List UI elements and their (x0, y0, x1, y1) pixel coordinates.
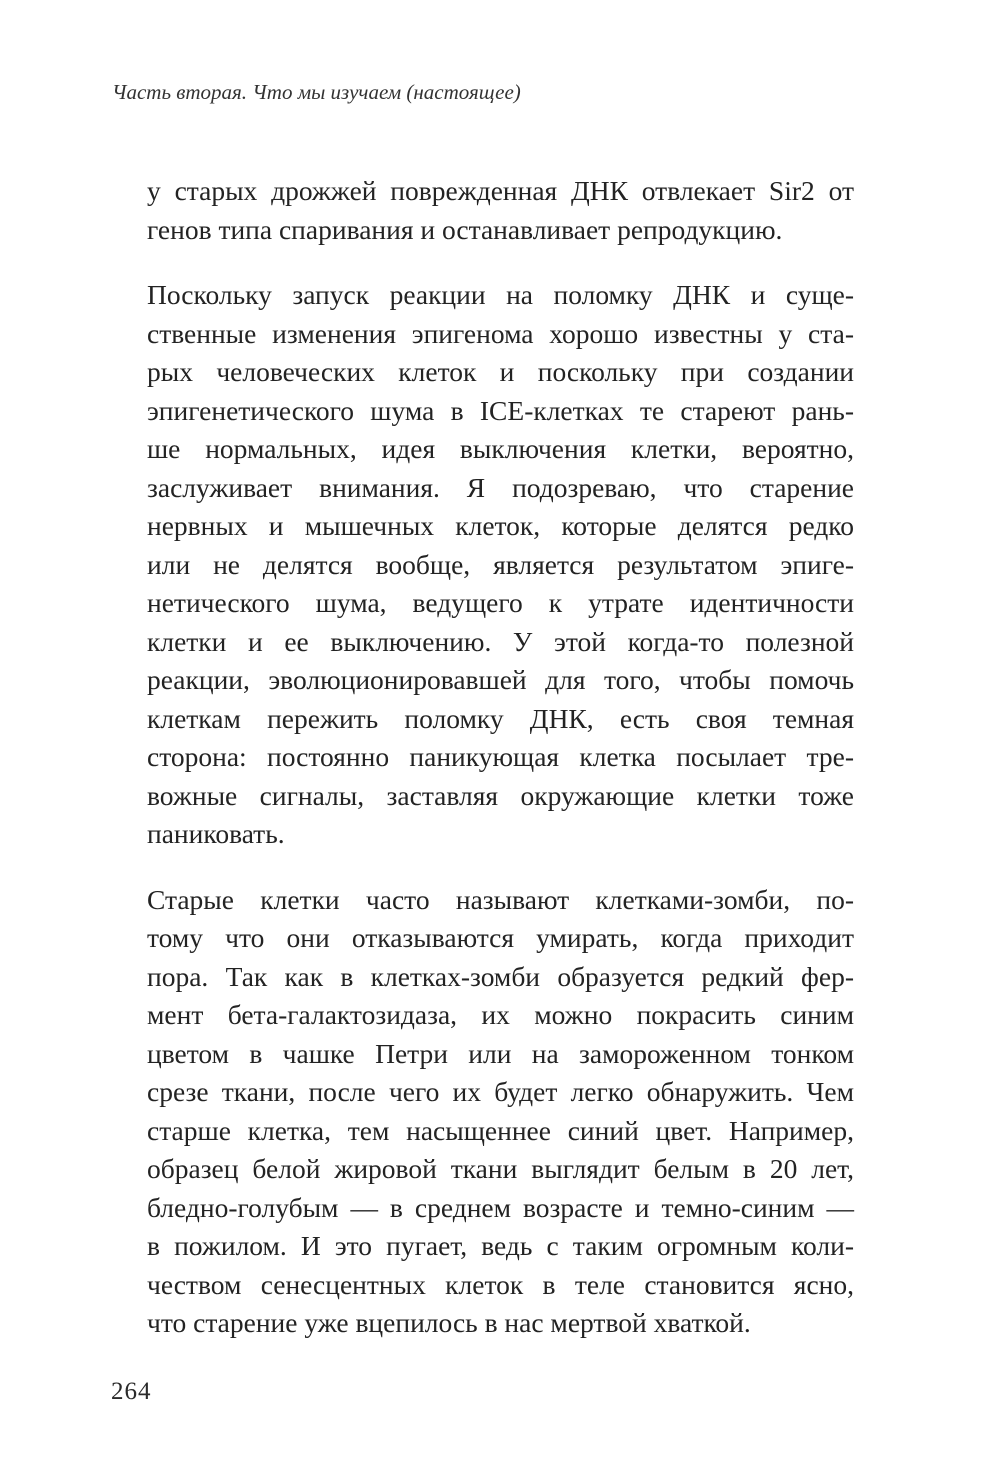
page-number: 264 (111, 1378, 152, 1405)
text-line: у старых дрожжей поврежденная ДНК отвлекает Sir2 от (147, 175, 854, 206)
text-line: паниковать. (147, 818, 285, 849)
text-line: старше клетка, тем насыщеннее синий цвет. Например, (147, 1114, 854, 1146)
text-line: образец белой жировой ткани выглядит белым в 20 лет, (147, 1153, 854, 1184)
text-line: нервных и мышечных клеток, которые делятся редко (147, 510, 854, 541)
text-line: реакции, эволюционировавшей для того, чтобы помочь (147, 664, 854, 695)
paragraph-1 (147, 172, 854, 249)
text-line: тому что они отказываются умирать, когда приходит (147, 922, 854, 953)
text-line: цветом в чашке Петри или на замороженном тонком (147, 1037, 854, 1069)
text-line: заслуживает внимания. Я подозреваю, что старение (147, 471, 854, 503)
text-line: нетического шума, ведущего к утрате идентичности (147, 587, 854, 618)
text-line: рых человеческих клеток и поскольку при создании (147, 356, 854, 387)
text-line: или не делятся вообще, является результатом эпиге- (147, 548, 854, 580)
text-line: клетки и ее выключению. У этой когда-то полезной (147, 625, 854, 657)
text-line: срезе ткани, после чего их будет легко обнаружить. Чем (147, 1076, 854, 1107)
text-line: клеткам пережить поломку ДНК, есть своя темная (147, 702, 854, 734)
paragraph-2 (147, 276, 854, 854)
text-line: ше нормальных, идея выключения клетки, вероятно, (147, 433, 854, 464)
text-line: в пожилом. И это пугает, ведь с таким огромным коли- (147, 1230, 854, 1261)
text-line: генов типа спаривания и останавливает репродукцию. (147, 213, 783, 245)
text-line: чеством сенесцентных клеток в теле становится ясно, (147, 1268, 854, 1300)
text-line: эпигенетического шума в ICE-клетках те стареют рань- (147, 394, 854, 426)
text-line: Поскольку запуск реакции на поломку ДНК и суще- (147, 279, 854, 310)
text-line: пора. Так как в клетках-зомби образуется редкий фер- (147, 960, 854, 992)
text-line: бледно-голубым — в среднем возрасте и темно-синим — (147, 1191, 854, 1223)
body-text (147, 172, 854, 1343)
paragraph-3 (147, 881, 854, 1343)
text-line: вожные сигналы, заставляя окружающие клетки тоже (147, 779, 854, 811)
text-line: что старение уже вцепилось в нас мертвой хваткой. (147, 1307, 751, 1338)
text-line: мент бета-галактозидаза, их можно покрасить синим (147, 999, 854, 1030)
text-line: Старые клетки часто называют клетками-зомби, по- (147, 883, 854, 915)
text-line: ственные изменения эпигенома хорошо известны у ста- (147, 317, 854, 349)
running-head: Часть вторая. Что мы изучаем (настоящее) (112, 80, 521, 104)
text-line: сторона: постоянно паникующая клетка посылает тре- (147, 741, 854, 772)
